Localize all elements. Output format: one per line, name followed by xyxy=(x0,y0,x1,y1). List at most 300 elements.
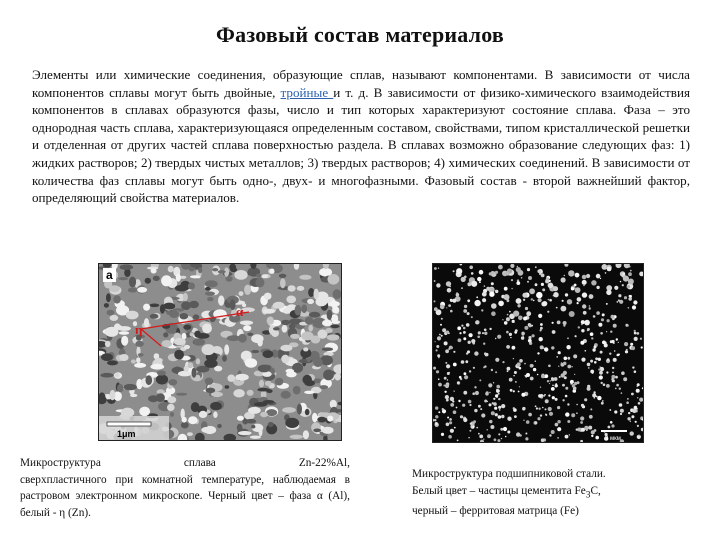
carbide-particle xyxy=(506,345,510,349)
carbide-particle xyxy=(491,303,497,309)
grain xyxy=(322,320,332,327)
carbide-particle xyxy=(525,437,528,440)
grain xyxy=(261,274,268,278)
carbide-particle xyxy=(461,325,463,327)
carbide-particle xyxy=(495,338,496,339)
grain xyxy=(139,407,150,417)
carbide-particle xyxy=(616,338,618,340)
carbide-particle xyxy=(496,397,497,398)
carbide-particle xyxy=(576,404,578,406)
carbide-particle xyxy=(614,286,618,290)
carbide-particle xyxy=(484,352,487,355)
carbide-particle xyxy=(485,392,489,396)
carbide-particle xyxy=(481,413,485,417)
carbide-particle xyxy=(549,299,552,302)
carbide-particle xyxy=(627,417,630,420)
micrograph-zn-al-image xyxy=(99,264,341,440)
grain xyxy=(146,375,153,385)
carbide-particle xyxy=(628,307,630,309)
grain xyxy=(184,345,190,349)
carbide-particle xyxy=(569,434,570,435)
carbide-particle xyxy=(541,274,545,278)
carbide-particle xyxy=(592,393,596,397)
carbide-particle xyxy=(478,331,481,334)
carbide-particle xyxy=(491,411,495,415)
carbide-particle xyxy=(580,440,583,442)
grain xyxy=(178,371,192,377)
grain xyxy=(259,380,264,388)
carbide-particle xyxy=(549,412,553,416)
body-paragraph xyxy=(32,66,690,207)
carbide-particle xyxy=(515,329,518,332)
carbide-particle xyxy=(567,337,569,339)
carbide-particle xyxy=(563,362,567,366)
carbide-particle xyxy=(538,314,542,318)
grain xyxy=(188,362,194,368)
carbide-particle xyxy=(591,430,595,434)
paragraph-text-2: и т. д. В зависимости от физико-химического взаимодействия компонентов в сплавах образуются фазы, число и тип которых характеризуют состояние сплава. Фаза – это однородная часть сплава, характеризующаяся определенным составом, свойствами, типом кристаллической решетки и отделенная от других частей сплава поверхностью раздела. В сплавах возможно образование следующих фаз: 1) жидких растворов; 2) твердых чистых металлов; 3) твердых растворов; 4) химических соединений. В зависимости от количества фаз сплавы могут быть одно-, двух- и многофазными. Фазовый состав - второй важнейший фактор, определяющий свойства материалов. xyxy=(32,84,690,206)
carbide-particle xyxy=(567,403,569,405)
carbide-particle xyxy=(641,428,643,431)
carbide-particle xyxy=(552,396,555,399)
carbide-particle xyxy=(496,389,497,390)
carbide-particle xyxy=(438,268,439,269)
carbide-particle xyxy=(444,391,446,393)
carbide-particle xyxy=(575,287,581,293)
carbide-particle xyxy=(549,280,551,282)
carbide-particle xyxy=(446,423,450,427)
grain xyxy=(180,313,189,319)
carbide-particle xyxy=(507,431,510,434)
carbide-particle xyxy=(438,378,440,380)
grain xyxy=(329,301,340,307)
grain xyxy=(207,297,213,301)
carbide-particle xyxy=(436,370,439,373)
carbide-particle xyxy=(474,409,477,412)
carbide-particle xyxy=(463,309,467,313)
grain xyxy=(130,394,137,397)
carbide-particle xyxy=(624,342,628,346)
carbide-particle xyxy=(495,358,499,362)
carbide-particle xyxy=(459,376,462,379)
carbide-particle xyxy=(563,325,565,327)
carbide-particle xyxy=(548,299,550,301)
carbide-particle xyxy=(620,413,622,415)
grain xyxy=(150,304,160,308)
carbide-particle xyxy=(494,407,497,410)
carbide-particle xyxy=(563,371,567,375)
carbide-particle xyxy=(450,310,453,313)
carbide-particle xyxy=(528,413,532,417)
carbide-particle xyxy=(535,361,536,362)
carbide-particle xyxy=(551,346,554,349)
carbide-particle xyxy=(498,415,502,419)
carbide-particle xyxy=(514,371,517,374)
carbide-particle xyxy=(446,331,449,334)
grain xyxy=(156,374,168,384)
grain xyxy=(275,378,284,386)
carbide-particle xyxy=(444,377,447,380)
carbide-particle xyxy=(519,386,520,387)
link-ternary-alloys[interactable]: тройные xyxy=(280,84,334,100)
carbide-particle xyxy=(556,356,558,358)
carbide-particle xyxy=(524,363,526,365)
carbide-particle xyxy=(501,404,505,408)
grain xyxy=(151,268,157,273)
grain xyxy=(308,325,313,332)
grain xyxy=(263,400,275,404)
carbide-particle xyxy=(588,367,590,369)
grain xyxy=(163,303,175,310)
carbide-particle xyxy=(546,277,549,280)
grain xyxy=(225,385,230,388)
grain xyxy=(265,381,272,386)
carbide-particle xyxy=(624,296,627,299)
grain xyxy=(233,389,244,397)
carbide-particle xyxy=(627,398,629,400)
carbide-particle xyxy=(493,402,497,406)
carbide-particle xyxy=(464,375,468,379)
grain xyxy=(126,311,139,320)
grain xyxy=(294,264,299,270)
carbide-particle xyxy=(483,439,484,440)
carbide-particle xyxy=(474,351,478,355)
grain xyxy=(282,407,296,413)
carbide-particle xyxy=(548,407,552,411)
carbide-particle xyxy=(505,436,507,438)
carbide-particle xyxy=(435,406,438,409)
carbide-particle xyxy=(493,382,494,383)
carbide-particle xyxy=(522,407,525,410)
carbide-particle xyxy=(489,272,492,275)
carbide-particle xyxy=(510,389,513,392)
carbide-particle xyxy=(472,392,475,395)
carbide-particle xyxy=(584,426,588,430)
carbide-particle xyxy=(456,292,458,294)
grain xyxy=(150,314,159,319)
carbide-particle xyxy=(587,387,591,391)
carbide-particle xyxy=(510,264,514,268)
carbide-particle xyxy=(531,365,533,367)
grain xyxy=(167,404,175,411)
carbide-particle xyxy=(491,282,494,285)
grain xyxy=(129,277,136,288)
carbide-particle xyxy=(504,321,508,325)
grain xyxy=(226,276,233,282)
carbide-particle xyxy=(565,435,569,439)
grain xyxy=(166,311,172,315)
carbide-particle xyxy=(489,403,492,406)
grain xyxy=(114,323,121,330)
carbide-particle xyxy=(599,371,603,375)
grain xyxy=(187,432,193,436)
grain xyxy=(218,295,224,305)
grain xyxy=(202,344,215,355)
grain xyxy=(181,301,191,310)
carbide-particle xyxy=(592,348,595,351)
grain xyxy=(119,354,128,361)
carbide-particle xyxy=(618,299,620,301)
grain xyxy=(202,324,212,334)
carbide-particle xyxy=(623,276,629,282)
grain xyxy=(266,389,272,393)
grain xyxy=(194,331,201,338)
carbide-particle xyxy=(482,298,486,302)
grain xyxy=(267,317,274,325)
carbide-particle xyxy=(449,286,450,287)
carbide-particle xyxy=(516,432,520,436)
carbide-particle xyxy=(541,438,545,442)
carbide-particle xyxy=(498,301,504,307)
carbide-particle xyxy=(484,400,487,403)
carbide-particle xyxy=(571,366,572,367)
carbide-particle xyxy=(482,292,487,297)
scale-label-right: 3 мкм xyxy=(605,436,621,442)
carbide-particle xyxy=(479,379,481,381)
carbide-particle xyxy=(558,366,559,367)
grain xyxy=(163,332,168,337)
carbide-particle xyxy=(630,431,634,435)
carbide-particle xyxy=(447,288,452,293)
carbide-particle xyxy=(593,391,595,393)
carbide-particle xyxy=(535,283,538,286)
carbide-particle xyxy=(473,420,476,423)
grain xyxy=(305,409,310,415)
grain xyxy=(251,350,259,353)
grain xyxy=(260,412,268,417)
grain xyxy=(314,289,319,300)
carbide-particle xyxy=(478,433,480,435)
grain xyxy=(290,435,303,439)
carbide-particle xyxy=(600,366,601,367)
carbide-particle xyxy=(481,309,483,311)
carbide-particle xyxy=(581,329,584,332)
micrograph-bearing-steel xyxy=(432,263,644,443)
carbide-particle xyxy=(613,324,617,328)
carbide-particle xyxy=(583,285,584,286)
grain xyxy=(183,325,191,330)
carbide-particle xyxy=(532,334,535,337)
carbide-particle xyxy=(618,342,619,343)
carbide-particle xyxy=(466,323,470,327)
carbide-particle xyxy=(616,264,622,268)
grain xyxy=(262,350,273,358)
grain xyxy=(251,425,255,429)
carbide-particle xyxy=(583,311,587,315)
carbide-particle xyxy=(533,300,535,302)
grain xyxy=(113,295,121,303)
carbide-particle xyxy=(539,337,543,341)
carbide-particle xyxy=(517,266,518,267)
carbide-particle xyxy=(552,330,556,334)
carbide-particle xyxy=(634,337,638,341)
carbide-particle xyxy=(479,435,483,439)
grain xyxy=(286,296,296,304)
carbide-particle xyxy=(513,321,515,323)
carbide-particle xyxy=(552,322,554,324)
carbide-particle xyxy=(584,398,587,401)
carbide-particle xyxy=(566,345,570,349)
carbide-particle xyxy=(565,293,568,296)
carbide-particle xyxy=(547,311,549,313)
carbide-particle xyxy=(484,332,487,335)
carbide-particle xyxy=(461,287,463,289)
carbide-particle xyxy=(495,271,498,274)
grain xyxy=(244,285,251,295)
grain xyxy=(285,418,299,428)
carbide-particle xyxy=(614,410,617,413)
carbide-particle xyxy=(625,350,628,353)
carbide-particle xyxy=(434,280,436,282)
carbide-particle xyxy=(615,388,617,390)
carbide-particle xyxy=(551,387,555,391)
grain xyxy=(270,269,275,274)
carbide-particle xyxy=(632,366,634,368)
carbide-particle xyxy=(606,303,608,305)
carbide-particle xyxy=(553,286,558,291)
carbide-particle xyxy=(521,336,524,339)
carbide-particle xyxy=(509,378,513,382)
carbide-particle xyxy=(602,313,605,316)
carbide-particle xyxy=(506,317,510,321)
carbide-particle xyxy=(525,307,528,310)
carbide-particle xyxy=(638,402,641,405)
grain xyxy=(286,369,295,373)
grain xyxy=(150,364,164,370)
grain xyxy=(115,373,119,377)
caption-left-line1 xyxy=(20,455,350,472)
carbide-particle xyxy=(476,427,478,429)
carbide-particle xyxy=(634,332,637,335)
grain xyxy=(168,379,177,385)
carbide-particle xyxy=(580,421,583,424)
carbide-particle xyxy=(441,433,444,436)
grain xyxy=(193,338,205,345)
carbide-particle xyxy=(497,335,501,339)
carbide-particle xyxy=(555,423,559,427)
grain xyxy=(174,338,186,345)
carbide-particle xyxy=(576,412,578,414)
carbide-particle xyxy=(577,302,579,304)
carbide-particle xyxy=(561,362,563,364)
scale-bar xyxy=(107,422,151,426)
carbide-particle xyxy=(461,277,466,282)
carbide-particle xyxy=(634,406,638,410)
carbide-particle xyxy=(577,381,580,384)
carbide-particle xyxy=(556,307,558,309)
carbide-particle xyxy=(535,422,538,425)
carbide-particle xyxy=(463,337,466,340)
carbide-particle xyxy=(641,346,643,348)
carbide-particle xyxy=(602,341,606,345)
carbide-particle xyxy=(565,387,568,390)
carbide-particle xyxy=(434,267,437,270)
caption-left-word1: Микроструктура xyxy=(20,457,101,469)
carbide-particle xyxy=(607,358,610,361)
carbide-particle xyxy=(467,350,470,353)
carbide-particle xyxy=(523,335,524,336)
carbide-particle xyxy=(598,368,600,370)
carbide-particle xyxy=(439,334,441,336)
carbide-particle xyxy=(612,367,614,369)
carbide-particle xyxy=(613,358,617,362)
carbide-particle xyxy=(536,292,542,298)
carbide-particle xyxy=(507,417,511,421)
carbide-particle xyxy=(581,404,584,407)
grain xyxy=(168,266,174,273)
carbide-particle xyxy=(486,287,490,291)
carbide-particle xyxy=(526,311,531,316)
carbide-particle xyxy=(478,405,481,408)
carbide-particle xyxy=(598,358,601,361)
grain xyxy=(120,264,134,270)
carbide-particle xyxy=(603,383,606,386)
grain xyxy=(198,267,202,273)
carbide-particle xyxy=(589,415,593,419)
grain xyxy=(328,274,340,285)
carbide-particle xyxy=(610,421,613,424)
carbide-particle xyxy=(631,346,635,350)
grain xyxy=(322,347,333,351)
carbide-particle xyxy=(548,286,549,287)
carbide-particle xyxy=(457,382,459,384)
carbide-particle xyxy=(550,380,551,381)
carbide-particle xyxy=(545,414,547,416)
grain xyxy=(199,411,207,418)
grain xyxy=(206,388,216,393)
carbide-particle xyxy=(620,281,621,282)
grain xyxy=(134,363,146,368)
carbide-particle xyxy=(564,264,568,267)
carbide-particle xyxy=(561,306,567,312)
carbide-particle xyxy=(469,430,471,432)
grain xyxy=(281,355,289,364)
grain xyxy=(299,275,311,280)
carbide-particle xyxy=(536,407,538,409)
panel-label: a xyxy=(106,268,113,282)
grain xyxy=(322,427,334,434)
grain xyxy=(205,280,218,287)
carbide-particle xyxy=(581,358,585,362)
carbide-particle xyxy=(445,349,449,353)
carbide-particle xyxy=(461,360,465,364)
carbide-particle xyxy=(450,299,453,302)
carbide-particle xyxy=(609,409,611,411)
grain xyxy=(303,347,308,351)
carbide-particle xyxy=(464,372,467,375)
carbide-particle xyxy=(437,336,441,340)
carbide-particle xyxy=(630,421,631,422)
grain xyxy=(204,359,217,368)
grain xyxy=(109,285,120,292)
grain xyxy=(178,434,188,440)
grain xyxy=(230,299,236,310)
grain xyxy=(235,374,248,381)
carbide-particle xyxy=(567,299,572,304)
grain xyxy=(256,274,262,278)
paragraph-text-1: Элементы или химические соединения, образующие сплав, называют компонентами. В зависимости от числа компонентов сплавы могут быть двойные, xyxy=(32,67,690,100)
carbide-particle xyxy=(465,360,468,363)
carbide-particle xyxy=(628,412,630,414)
carbide-particle xyxy=(575,335,577,337)
carbide-particle xyxy=(606,371,608,373)
grain xyxy=(301,331,313,340)
scale-label: 1μm xyxy=(117,429,136,439)
carbide-particle xyxy=(542,301,547,306)
carbide-particle xyxy=(627,285,630,288)
carbide-particle xyxy=(505,271,509,275)
carbide-particle xyxy=(448,304,451,307)
